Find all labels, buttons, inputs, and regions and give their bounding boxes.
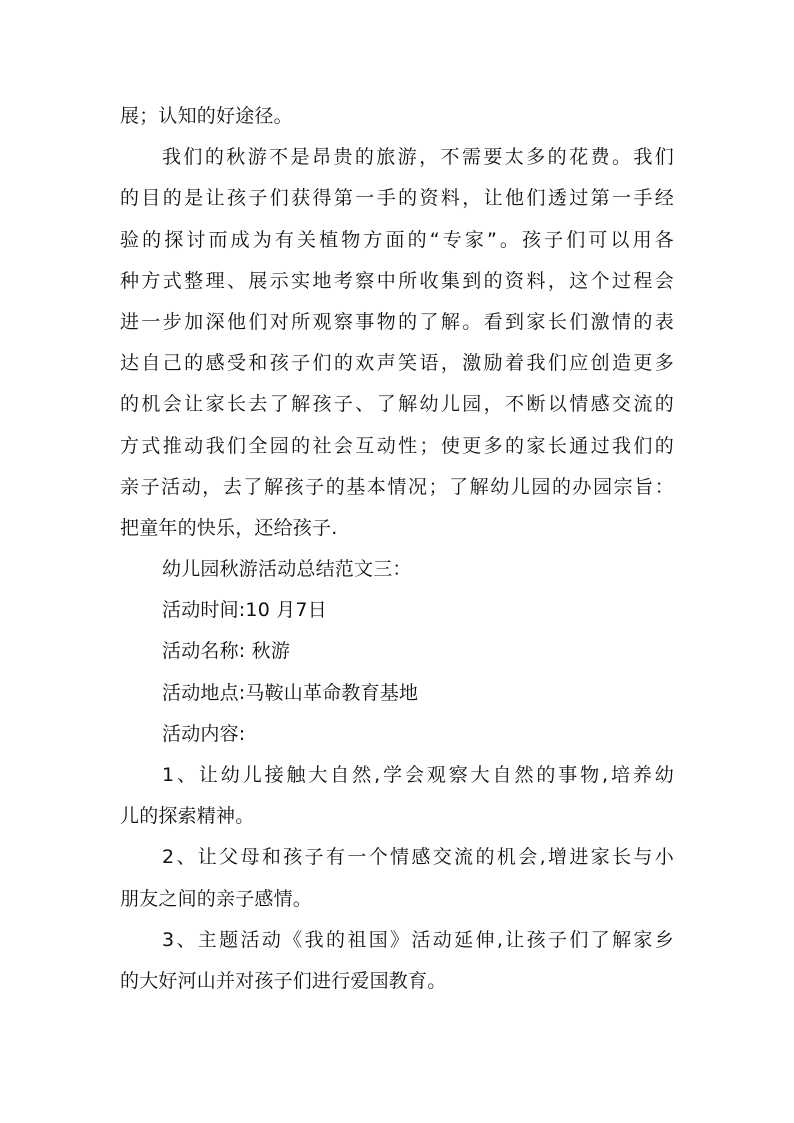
text-line: 的大好河山并对孩子们进行爱国教育。	[120, 969, 447, 992]
text-line: 的机会让家长去了解孩子、了解幼儿园，不断以情感交流的	[120, 393, 674, 416]
text-line: 我们的秋游不是昂贵的旅游，不需要太多的花费。我们	[162, 146, 674, 169]
text-line: 儿的探索精神。	[120, 805, 255, 828]
text-line: 幼儿园秋游活动总结范文三：	[162, 558, 412, 581]
document-body	[120, 96, 674, 1002]
text-line: 活动时间:10 月7日	[162, 599, 327, 622]
text-line: 3、主题活动《我的祖国》活动延伸,让孩子们了解家乡	[162, 928, 674, 951]
text-line: 方式推动我们全园的社会互动性；使更多的家长通过我们的	[120, 434, 674, 457]
text-line: 活动地点:马鞍山革命教育基地	[162, 681, 419, 704]
text-line: 活动内容:	[162, 722, 246, 745]
text-line: 2、让父母和孩子有一个情感交流的机会,增进家长与小	[162, 846, 674, 869]
text-line: 的目的是让孩子们获得第一手的资料，让他们透过第一手经	[120, 187, 674, 210]
text-line: 达自己的感受和孩子们的欢声笑语，激励着我们应创造更多	[120, 352, 674, 375]
text-line: 1、让幼儿接触大自然,学会观察大自然的事物,培养幼	[162, 764, 674, 786]
text-line: 亲子活动，去了解孩子的基本情况；了解幼儿园的办园宗旨：	[120, 475, 674, 498]
text-line: 进一步加深他们对所观察事物的了解。看到家长们激情的表	[120, 310, 674, 333]
text-line: 把童年的快乐，还给孩子.	[120, 516, 338, 539]
text-line: 种方式整理、展示实地考察中所收集到的资料，这个过程会	[120, 269, 674, 292]
text-line: 朋友之间的亲子感情。	[120, 887, 313, 910]
text-line: 验的探讨而成为有关植物方面的“专家”。孩子们可以用各	[120, 228, 674, 251]
text-line: 活动名称: 秋游	[162, 640, 291, 663]
text-line: 展；认知的好途径。	[120, 105, 293, 127]
